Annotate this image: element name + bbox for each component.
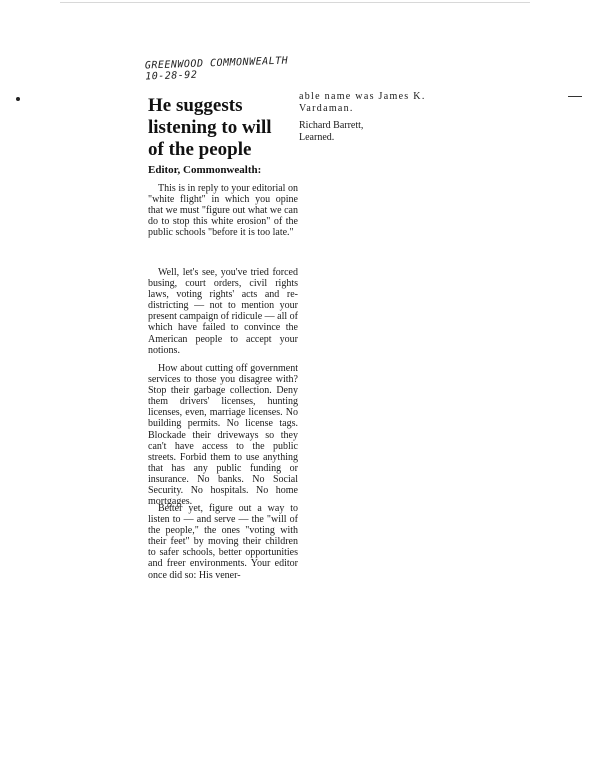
article-paragraph: Well, let's see, you've tried forced busing, court orders, civil rights laws, voting rights' acts and re-districting — not to mention your present campaign of ridicule — all of which have failed to convince the American people to accept your notions. <box>148 267 298 356</box>
signature-place: Learned. <box>299 131 335 143</box>
signature-name: Richard Barrett, <box>299 120 364 131</box>
letter-salutation: Editor, Commonwealth: <box>148 164 262 176</box>
article-paragraph: Better yet, figure out a way to listen to — and serve — the "will of the people," the ones "voting with their feet" by moving their children to safer schools, better opportunities and freer environments. Your editor once did so: His vener- <box>148 503 298 581</box>
scan-mark <box>568 96 582 97</box>
article-column-1 <box>148 183 298 591</box>
article-paragraph: How about cutting off government services to those you disagree with? Stop their garbage collection. Deny them drivers' licenses, hunting licenses, even, marriage licenses. No building permits. No license tags. Blockade their driveways so they can't have access to the public streets. Forbid them to use anything that has any public funding or insurance. No banks. No Social Security. No hospitals. No home mortgages. <box>148 363 298 508</box>
handwritten-publication: GREENWOOD COMMONWEALTH <box>144 55 289 72</box>
scan-top-edge <box>60 2 530 3</box>
article-headline: He suggests listening to will of the people <box>148 95 272 160</box>
article-column-2 <box>299 91 447 143</box>
article-paragraph: This is in reply to your editorial on "white flight" in which you opine that we must "figure out what we can do to stop this white erosion" of the public schools "before it is too late." <box>148 183 298 239</box>
handwritten-source-note <box>145 56 289 83</box>
handwritten-date: 10-28-92 <box>145 69 198 83</box>
article-continuation: able name was James K. Vardaman. <box>299 91 426 114</box>
scan-speck <box>16 97 20 101</box>
